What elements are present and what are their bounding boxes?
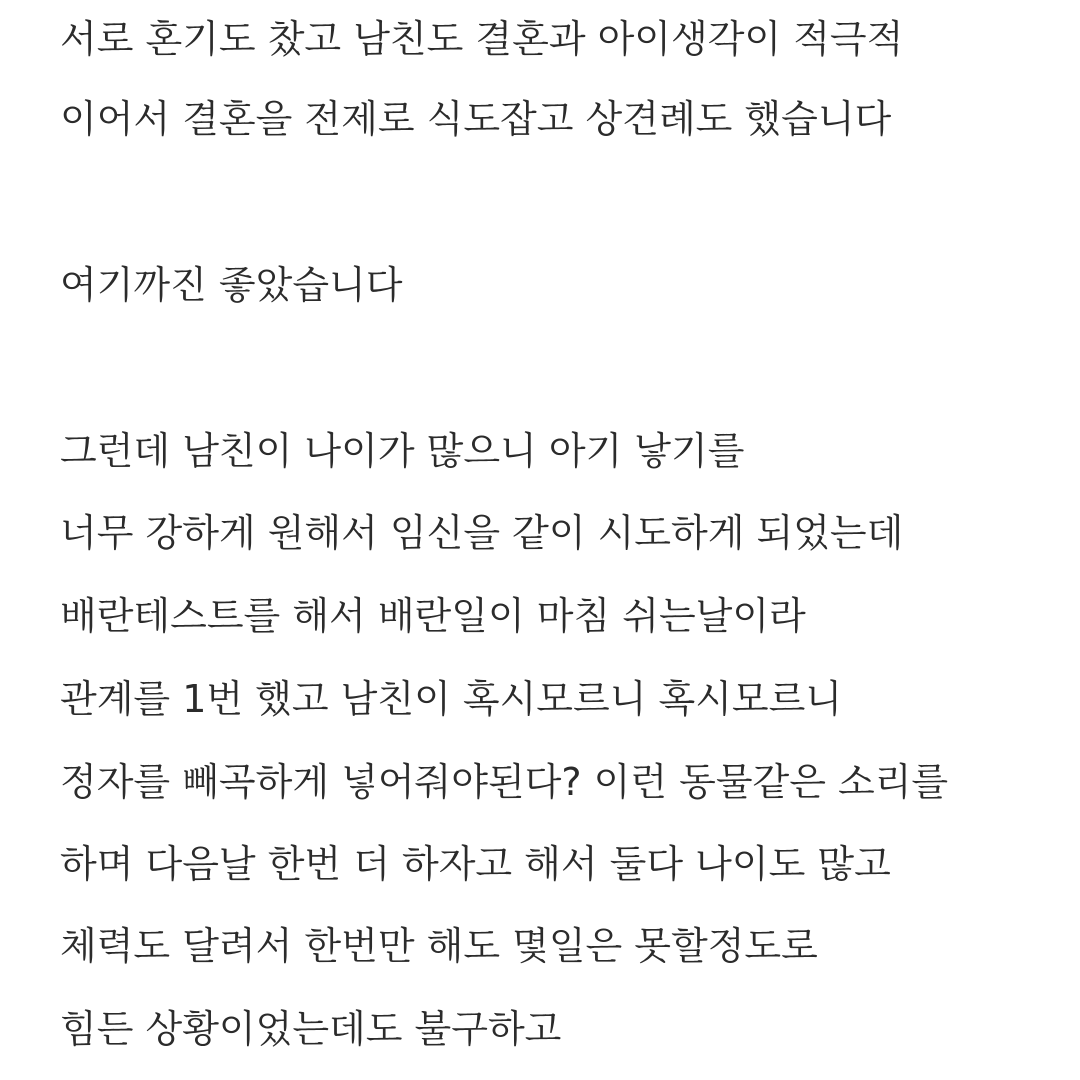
post-line-3: 여기까진 좋았습니다 bbox=[60, 263, 403, 307]
post-line-2: 이어서 결혼을 전제로 식도잡고 상견례도 했습니다 bbox=[60, 97, 892, 141]
post-line-6: 배란테스트를 해서 배란일이 마침 쉬는날이라 bbox=[60, 594, 806, 638]
post-body bbox=[60, 0, 1060, 1080]
post-line-1: 서로 혼기도 찼고 남친도 결혼과 아이생각이 적극적 bbox=[60, 17, 904, 61]
post-line-4: 그런데 남친이 나이가 많으니 아기 낳기를 bbox=[60, 429, 745, 473]
post-line-7: 관계를 1번 했고 남친이 혹시모르니 혹시모르니 bbox=[60, 677, 843, 721]
post-line-11: 힘든 상황이었는데도 불구하고 bbox=[60, 1007, 562, 1051]
post-line-5: 너무 강하게 원해서 임신을 같이 시도하게 되었는데 bbox=[60, 511, 904, 555]
post-line-8: 정자를 빼곡하게 넣어줘야된다? 이런 동물같은 소리를 bbox=[60, 760, 949, 804]
post-line-9: 하며 다음날 한번 더 하자고 해서 둘다 나이도 많고 bbox=[60, 842, 891, 886]
post-line-10: 체력도 달려서 한번만 해도 몇일은 못할정도로 bbox=[60, 924, 818, 968]
